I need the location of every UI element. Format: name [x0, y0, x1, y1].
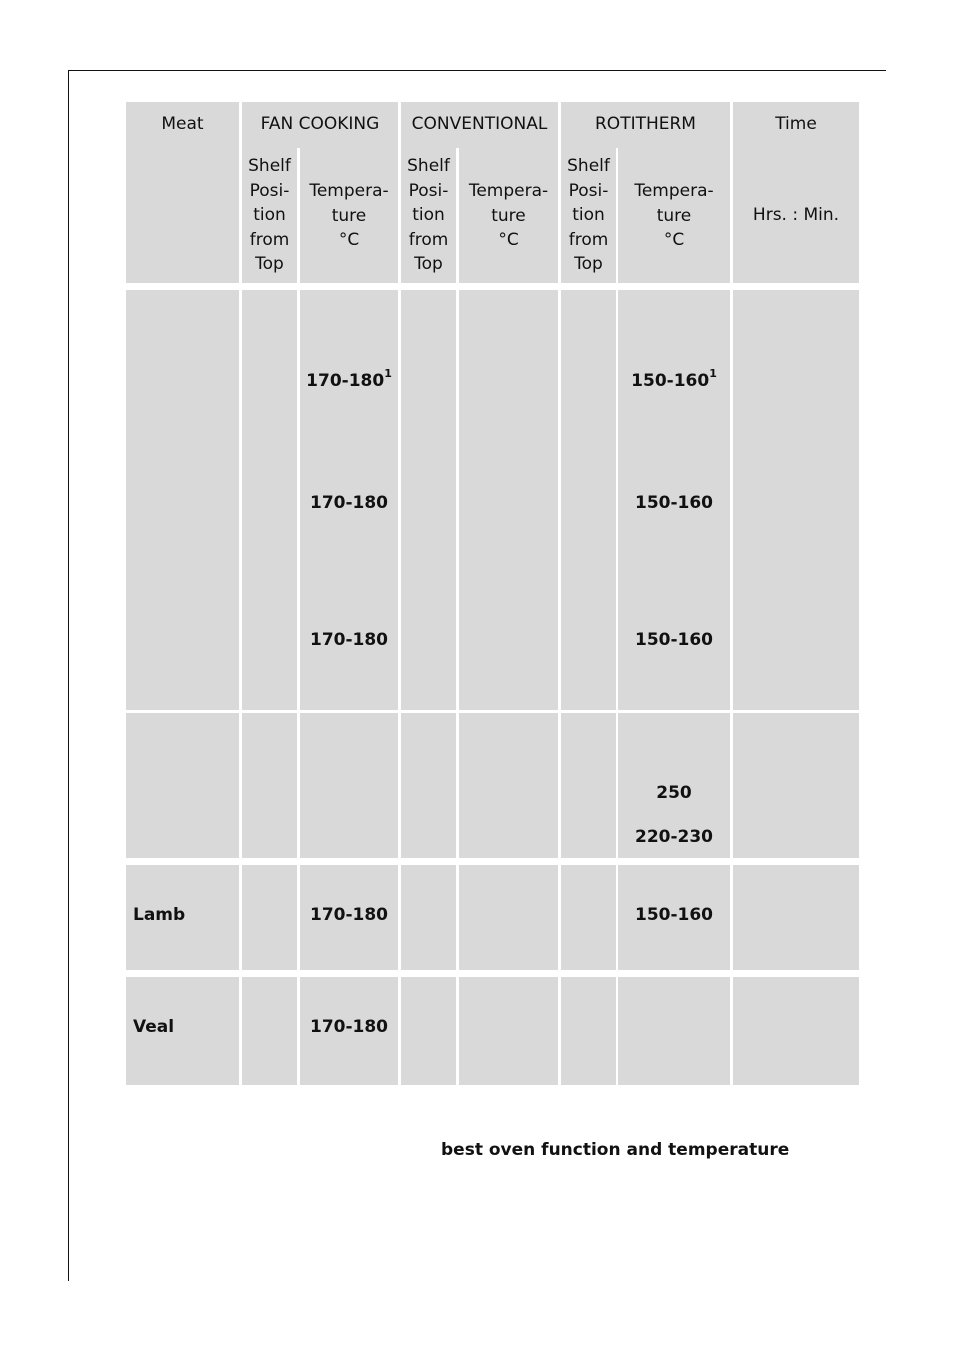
lamb-label: Lamb [133, 905, 186, 925]
header-conv-shelf: Shelf Posi- tion from Top [407, 156, 450, 275]
row1-fan-temp-footnote-mark: 1 [384, 367, 392, 380]
header-time-unit: Hrs. : Min. [752, 205, 840, 225]
header-fan-cooking-cell [242, 102, 398, 148]
row1-roti-temp-a [618, 367, 730, 391]
veal-meat-cell [126, 977, 239, 1085]
lamb-fan-shelf-cell [242, 865, 297, 970]
row1-roti-temp-cell [618, 290, 730, 710]
veal-label: Veal [133, 1017, 175, 1037]
veal-fan-temp-cell [300, 977, 398, 1085]
row1-fan-temp-c: 170-180 [309, 630, 389, 650]
header-conv-temp-cell [459, 148, 558, 283]
row2-meat-cell [126, 713, 239, 858]
lamb-time-cell [733, 865, 859, 970]
row2-roti-shelf-cell [561, 713, 616, 858]
row1-fan-temp-a-value: 170-180 [306, 371, 385, 391]
header-conventional: CONVENTIONAL [411, 114, 548, 134]
row2-fan-shelf-cell [242, 713, 297, 858]
lamb-conv-temp-cell [459, 865, 558, 970]
row2-roti-temp-a: 250 [656, 783, 692, 803]
lamb-fan-temp-cell [300, 865, 398, 970]
row2-conv-temp-cell [459, 713, 558, 858]
row1-roti-shelf-cell [561, 290, 616, 710]
header-fan-temp: Tempera- ture °C [309, 181, 389, 251]
header-time-cell [733, 102, 859, 283]
row1-time-cell [733, 290, 859, 710]
veal-conv-shelf-cell [401, 977, 456, 1085]
veal-fan-temp: 170-180 [309, 1017, 389, 1037]
row1-roti-temp-footnote-mark: 1 [709, 367, 717, 380]
lamb-roti-temp: 150-160 [634, 905, 714, 925]
header-conv-temp: Tempera- ture °C [468, 181, 549, 251]
row2-conv-shelf-cell [401, 713, 456, 858]
veal-fan-shelf-cell [242, 977, 297, 1085]
page-left-rule [68, 70, 69, 1281]
row1-roti-temp-c: 150-160 [634, 630, 714, 650]
lamb-meat-cell [126, 865, 239, 970]
header-fan-temp-cell [300, 148, 398, 283]
lamb-roti-temp-cell [618, 865, 730, 970]
header-rotitherm-cell [561, 102, 730, 148]
row2-roti-temp-cell [618, 713, 730, 858]
row1-fan-temp-a [300, 367, 398, 391]
header-fan-shelf-cell [242, 148, 297, 283]
row1-roti-temp-a-value: 150-160 [631, 371, 710, 391]
lamb-conv-shelf-cell [401, 865, 456, 970]
header-conventional-cell [401, 102, 558, 148]
row1-meat-cell [126, 290, 239, 710]
row1-conv-shelf-cell [401, 290, 456, 710]
veal-conv-temp-cell [459, 977, 558, 1085]
row1-conv-temp-cell [459, 290, 558, 710]
veal-roti-temp-cell [618, 977, 730, 1085]
header-fan-cooking: FAN COOKING [260, 114, 380, 134]
row1-roti-temp-b: 150-160 [634, 493, 714, 513]
row1-fan-shelf-cell [242, 290, 297, 710]
page-top-rule [68, 70, 886, 71]
row2-roti-temp-b: 220-230 [634, 827, 714, 847]
veal-roti-shelf-cell [561, 977, 616, 1085]
row2-time-cell [733, 713, 859, 858]
row1-fan-temp-b: 170-180 [309, 493, 389, 513]
header-roti-shelf: Shelf Posi- tion from Top [567, 156, 610, 275]
header-meat: Meat [161, 114, 204, 134]
header-roti-temp: Tempera- ture °C [634, 181, 714, 251]
lamb-roti-shelf-cell [561, 865, 616, 970]
header-conv-shelf-cell [401, 148, 456, 283]
lamb-fan-temp: 170-180 [309, 905, 389, 925]
header-roti-temp-cell [618, 148, 730, 283]
header-fan-shelf: Shelf Posi- tion from Top [248, 156, 291, 275]
header-rotitherm: ROTITHERM [595, 114, 696, 134]
header-roti-shelf-cell [561, 148, 616, 283]
header-time: Time [775, 114, 817, 134]
header-meat-cell [126, 102, 239, 283]
row2-fan-temp-cell [300, 713, 398, 858]
row1-fan-temp-cell [300, 290, 398, 710]
veal-time-cell [733, 977, 859, 1085]
footnote-text: best oven function and temperature [441, 1140, 790, 1160]
